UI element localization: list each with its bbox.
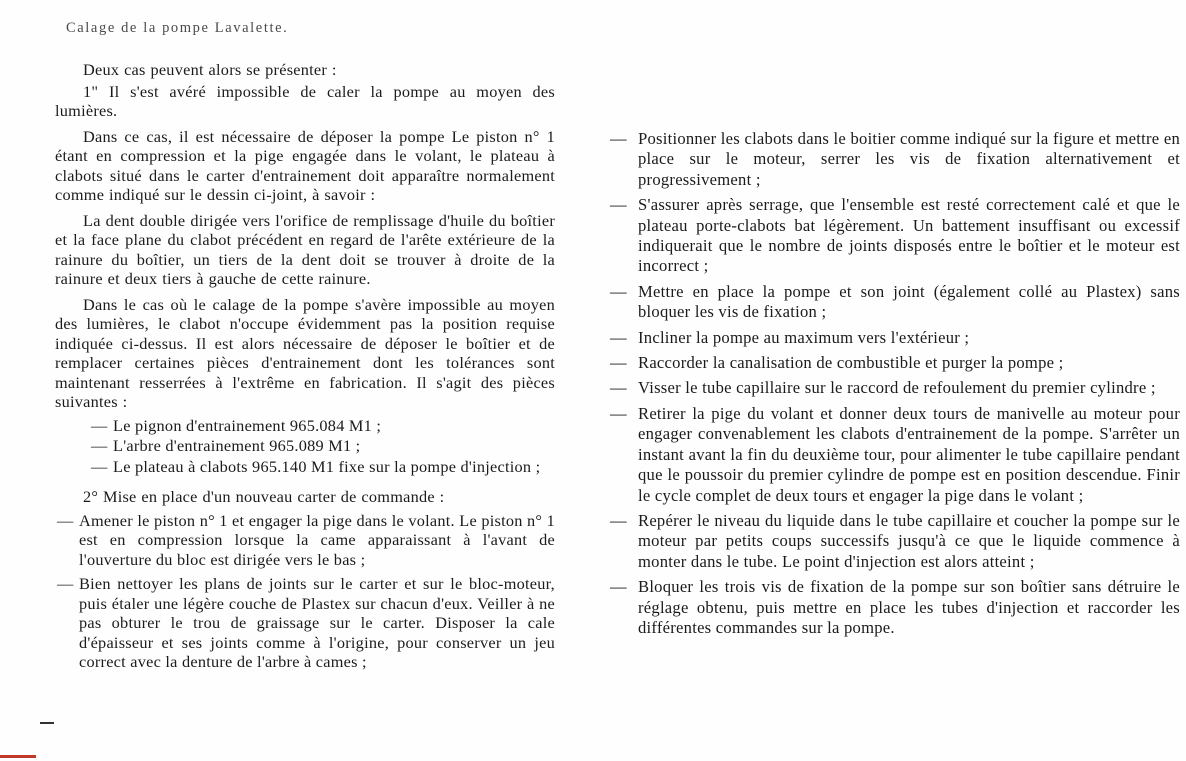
paragraph-intro: Deux cas peuvent alors se présenter : [83, 60, 337, 79]
list-item-label: Le plateau à clabots 965.140 M1 fixe sur la pompe d'injection ; [113, 456, 541, 476]
list-item [610, 577, 1180, 638]
dash-marker: — [57, 574, 74, 593]
dash-marker: — [610, 403, 627, 423]
two-column-body [0, 60, 1186, 740]
paragraph-dent-double: La dent double dirigée vers l'orifice de remplissage d'huile du boîtier et la face plane du clabot précédent en regard de l'arête extérieure de la rainure du boîtier, un tiers de la dent doit se trouver à droite de la rainure et deux tiers à gauche de cette rainure. [55, 210, 555, 288]
list-item [610, 378, 1180, 398]
dash-marker: — [610, 510, 627, 530]
list-item-label: Visser le tube capillaire sur le raccord de refoulement du premier cylindre ; [638, 378, 1156, 398]
list-item-label: L'arbre d'entrainement 965.089 M1 ; [113, 436, 361, 455]
list-item [89, 457, 555, 477]
list-item [610, 404, 1180, 506]
dash-marker: — [610, 353, 627, 373]
list-item-label: Le pignon d'entrainement 965.084 M1 ; [113, 415, 382, 435]
list-item-label: Incliner la pompe au maximum vers l'extérieur ; [638, 327, 970, 347]
list-item-label: Mettre en place la pompe et son joint (également collé au Plastex) sans bloquer les vis de fixation ; [638, 281, 1180, 322]
section-heading-2: 2° Mise en place d'un nouveau carter de commande : [83, 487, 445, 506]
dash-marker: — [610, 577, 627, 597]
list-item-label: Positionner les clabots dans le boitier comme indiqué sur la figure et mettre en place sur le moteur, serrer les vis de fixation alternativement et progressivement ; [638, 129, 1180, 189]
list-item [610, 328, 1180, 348]
list-item [610, 511, 1180, 572]
list-item [610, 353, 1180, 373]
list-item-label: Raccorder la canalisation de combustible et purger la pompe ; [638, 353, 1064, 373]
parts-list [89, 416, 555, 477]
list-item [610, 282, 1180, 323]
dash-marker: — [610, 195, 627, 215]
list-item [55, 574, 555, 672]
dash-marker: — [610, 281, 627, 301]
list-item [55, 511, 555, 570]
left-steps-list [55, 511, 555, 672]
dash-marker: — [610, 378, 627, 398]
right-column [610, 125, 1180, 643]
dash-marker: — [610, 129, 627, 148]
paragraph-case-1: 1" Il s'est avéré impossible de caler la pompe au moyen des lumières. [55, 81, 555, 120]
list-item-label: Repérer le niveau du liquide dans le tube capillaire et coucher la pompe sur le moteur par petits coups successifs jusqu'à ce que le liquide commence à monter dans le tube. Le point d'injection est alors atteint ; [638, 510, 1180, 571]
list-item [610, 195, 1180, 277]
paragraph-depose-pompe: Dans ce cas, il est nécessaire de déposer la pompe Le piston n° 1 étant en compression et la pige engagée dans le volant, le plateau à clabots situé dans le carter d'entrainement doit apparaître normalement comme indiqué sur le dessin ci-joint, à savoir : [55, 126, 555, 204]
page-header-title: Calage de la pompe Lavalette. [66, 20, 289, 36]
list-item-label: Amener le piston n° 1 et engager la pige dans le volant. Le piston n° 1 est en compression lorsque la came apparaissant à l'avant de l'ouverture du bloc est dirigée vers le bas ; [79, 510, 555, 569]
list-item [89, 436, 555, 456]
list-item-label: Bloquer les trois vis de fixation de la pompe sur son boîtier sans détruire le réglage obtenu, puis mettre en place les tubes d'injection et raccorder les différentes commandes sur la pompe. [638, 577, 1180, 637]
left-column [55, 60, 555, 677]
right-steps-list [610, 129, 1180, 638]
list-item [89, 416, 555, 436]
list-item [610, 129, 1180, 190]
dash-marker: — [610, 327, 627, 347]
list-item-label: Retirer la pige du volant et donner deux tours de manivelle au moteur pour engager convenablement les clabots d'entrainement de la pompe. S'arrêter un instant avant la fin du deuxième tour, pour alimenter le tube capillaire pendant que le poussoir du premier cylindre de pompe est en position descendue. Finir le cycle complet de deux tours et engager la pige dans le volant ; [638, 403, 1180, 505]
list-item-label: Bien nettoyer les plans de joints sur le carter et sur le bloc-moteur, puis étaler une légère couche de Plastex sur chacun d'eux. Veiller à ne pas obturer le trou de graissage sur le carter. Disposer la cale d'épaisseur et ses joints comme à l'origine, pour conserver un jeu correct avec la denture de l'arbre à cames ; [79, 574, 555, 671]
dash-marker: — [91, 415, 108, 435]
list-item-label: S'assurer après serrage, que l'ensemble est resté correctement calé et que le plateau porte-clabots bat légèrement. Un battement insuffisant ou excessif indiquerait que le nombre de joints disposés entre le boîtier et le moteur est incorrect ; [638, 195, 1180, 276]
scan-corner-mark [0, 755, 36, 758]
dash-marker: — [91, 436, 108, 455]
dash-marker: — [57, 510, 74, 530]
dash-marker: — [91, 456, 108, 476]
footer-dash-mark [40, 722, 54, 724]
paragraph-calage-impossible: Dans le cas où le calage de la pompe s'avère impossible au moyen des lumières, le clabot n'occupe évidemment pas la position requise indiquée ci-dessus. Il est alors nécessaire de déposer le boîtier et de remplacer certaines pièces d'entrainement dont les tolérances sont maintenant resserrées à l'extrême en fabrication. Il s'agit des pièces suivantes : [55, 294, 555, 411]
